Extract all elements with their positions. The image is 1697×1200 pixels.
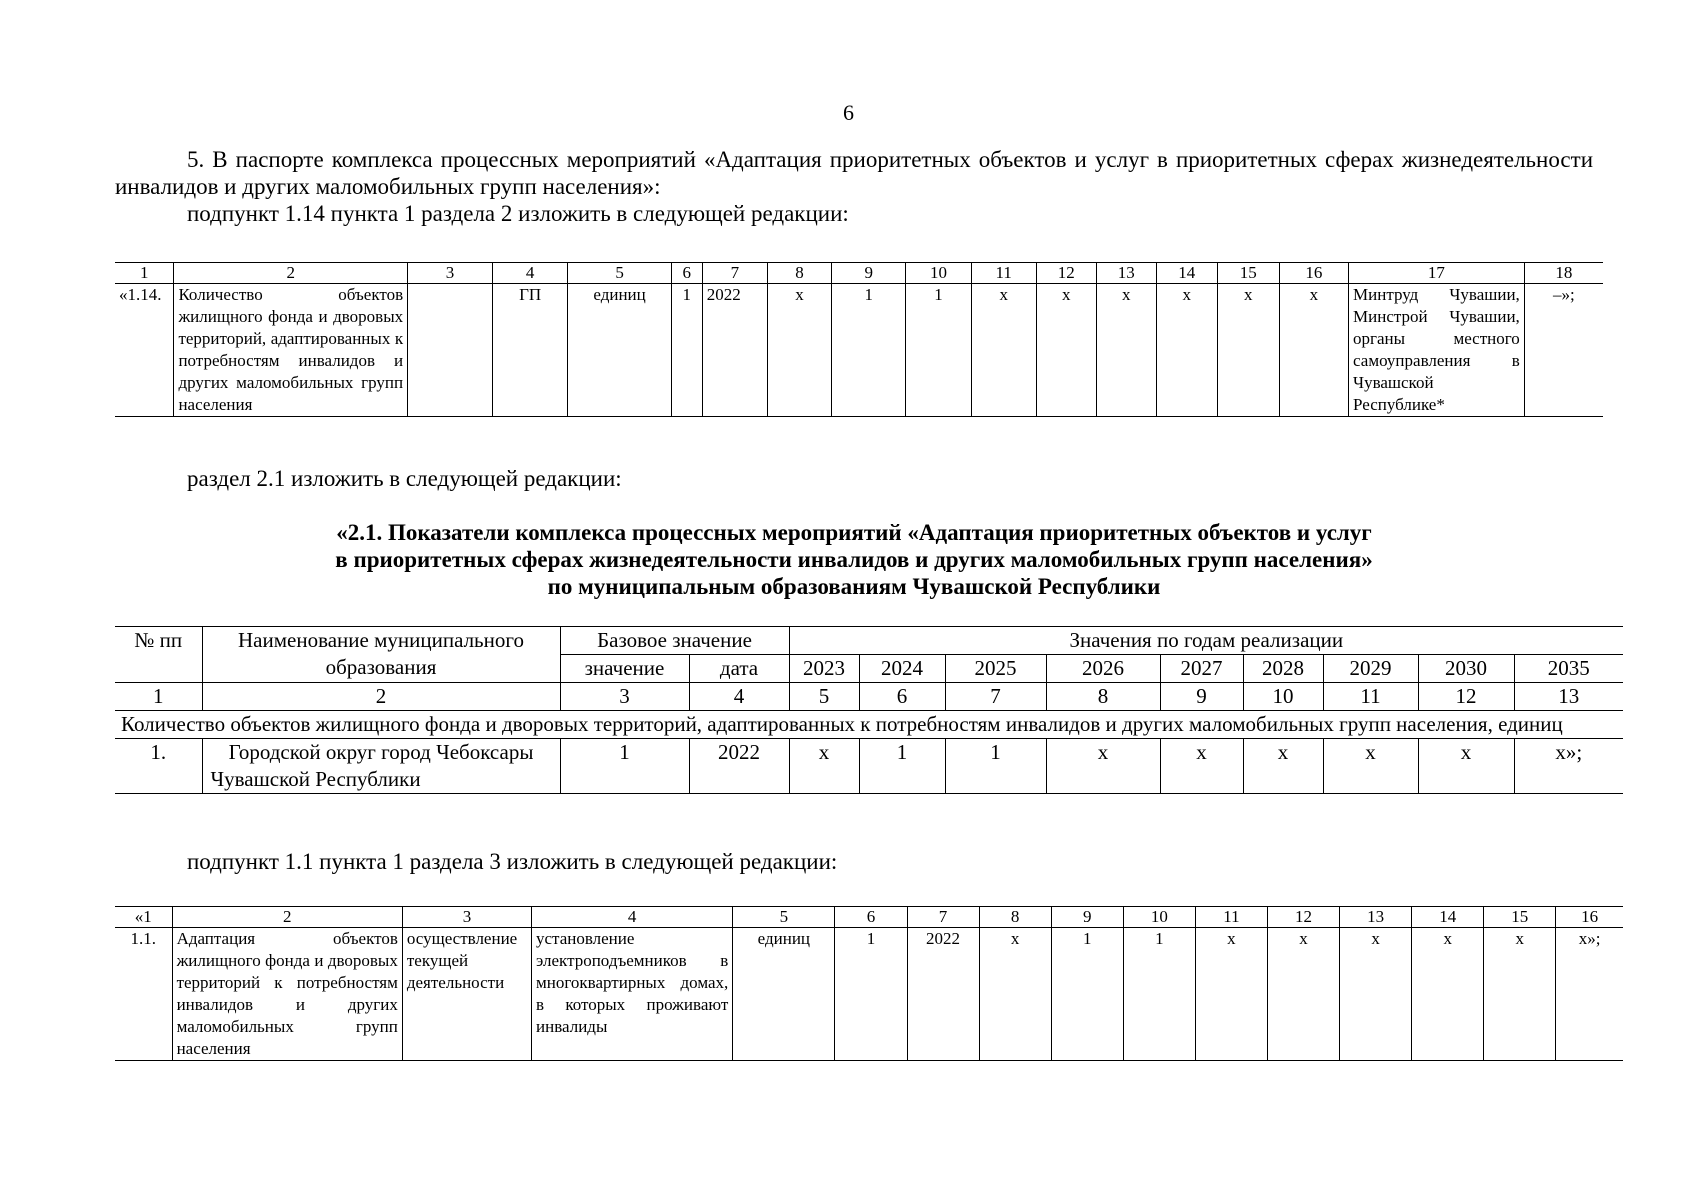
table-2-col-number: 2 (202, 683, 560, 711)
table-3-header: 6 (835, 907, 907, 928)
table-1-cell-number: «1.14. (115, 284, 174, 417)
table-3-cell: х (1340, 928, 1412, 1061)
table-1-header: 17 (1349, 263, 1525, 284)
table-2-cell: 1 (859, 739, 945, 794)
table-3-header: 8 (979, 907, 1051, 928)
table-1-cell: х (1036, 284, 1096, 417)
table-2-col-number: 5 (789, 683, 859, 711)
subpoint-1-1: подпункт 1.1 пункта 1 раздела 3 изложить в следующей редакции: (187, 849, 838, 874)
table-2-col-number: 8 (1046, 683, 1160, 711)
table-2-col-number: 12 (1418, 683, 1514, 711)
table-2-header-year: 2027 (1160, 655, 1243, 683)
section-2-1-heading-line-3: по муниципальным образованиям Чувашской Республики (547, 574, 1161, 599)
table-2-cell: х (1243, 739, 1323, 794)
table-1-header: 10 (906, 263, 971, 284)
table-2-cell: 2022 (689, 739, 789, 794)
table-2-cell: х (1160, 739, 1243, 794)
intro-paragraph: 5. В паспорте комплекса процессных мероприятий «Адаптация приоритетных объектов и услуг в приоритетных сферах жизнедеятельности инвалидов и других маломобильных групп населения»: (115, 147, 1593, 199)
table-2-header-number: № пп (115, 627, 202, 683)
table-1-cell-executor: Минтруд Чувашии, Минстрой Чувашии, органы местного самоуправления в Чувашской Республике* (1349, 284, 1525, 417)
table-1-header: 13 (1096, 263, 1156, 284)
table-2-header-year: 2030 (1418, 655, 1514, 683)
table-3-cell: х (979, 928, 1051, 1061)
table-3-header: «1 (115, 907, 172, 928)
table-3-cell-event: Адаптация объектов жилищного фонда и дворовых территорий к потребностям инвалидов и других маломобильных групп населения (172, 928, 402, 1061)
table-1-header: 3 (408, 263, 493, 284)
table-1-header: 4 (492, 263, 567, 284)
table-1-cell: 1 (906, 284, 971, 417)
table-3-header: 3 (402, 907, 531, 928)
table-2-header-value: значение (560, 655, 689, 683)
table-2-col-number: 13 (1514, 683, 1623, 711)
table-1-cell: ГП (492, 284, 567, 417)
table-3 (115, 906, 1623, 1061)
table-2-header-year: 2023 (789, 655, 859, 683)
table-1-cell: х (1279, 284, 1348, 417)
table-1-cell: единиц (568, 284, 671, 417)
table-1-cell: 2022 (702, 284, 767, 417)
table-3-cell: х (1484, 928, 1556, 1061)
table-2-cell: 1 (560, 739, 689, 794)
table-2-column-numbers (115, 683, 1623, 711)
table-3-cell: 1 (1123, 928, 1195, 1061)
table-2-header-year: 2024 (859, 655, 945, 683)
table-3-header: 16 (1556, 907, 1623, 928)
table-1-cell-indicator: Количество объектов жилищного фонда и дворовых территорий, адаптированных к потребностям инвалидов и других маломобильных групп населения (174, 284, 408, 417)
table-3-header: 9 (1051, 907, 1123, 928)
table-3-cell: х (1412, 928, 1484, 1061)
table-2 (115, 626, 1623, 794)
table-3-header: 15 (1484, 907, 1556, 928)
table-1-row (115, 284, 1603, 417)
table-2-header-date: дата (689, 655, 789, 683)
table-2-cell-municipality: Городской округ город Чебоксары Чувашской Республики (202, 739, 560, 794)
table-1-cell (408, 284, 493, 417)
table-3-cell: х (1195, 928, 1267, 1061)
table-3-header: 14 (1412, 907, 1484, 928)
table-3-header: 7 (907, 907, 979, 928)
table-2-col-number: 11 (1323, 683, 1418, 711)
table-3-cell: 1 (835, 928, 907, 1061)
table-3-header: 2 (172, 907, 402, 928)
table-1-header: 12 (1036, 263, 1096, 284)
table-1-cell: х (971, 284, 1036, 417)
table-2-cell-number: 1. (115, 739, 202, 794)
subpoint-1-14: подпункт 1.14 пункта 1 раздела 2 изложить в следующей редакции: (187, 201, 849, 226)
table-3-header-row (115, 907, 1623, 928)
table-2-group-row (115, 711, 1623, 739)
table-3-cell: х»; (1556, 928, 1623, 1061)
table-3-cell: 1 (1051, 928, 1123, 1061)
section-2-1-heading-line-1: «2.1. Показатели комплекса процессных мероприятий «Адаптация приоритетных объектов и услуг (336, 520, 1372, 545)
table-1-header: 15 (1217, 263, 1279, 284)
table-3-cell: единиц (733, 928, 835, 1061)
table-2-cell: 1 (945, 739, 1046, 794)
table-2-col-number: 6 (859, 683, 945, 711)
table-1-header: 5 (568, 263, 671, 284)
table-3-header: 10 (1123, 907, 1195, 928)
table-2-header-row-1 (115, 627, 1623, 655)
table-2-cell: х (1323, 739, 1418, 794)
table-2-group-title: Количество объектов жилищного фонда и дворовых территорий, адаптированных к потребностям инвалидов и других маломобильных групп населения, единиц (115, 711, 1623, 739)
table-1 (115, 262, 1603, 417)
table-3-cell: х (1267, 928, 1339, 1061)
table-2-cell: х»; (1514, 739, 1623, 794)
table-2-col-number: 1 (115, 683, 202, 711)
table-1-cell: х (1096, 284, 1156, 417)
table-2-row (115, 739, 1623, 794)
table-1-header: 14 (1156, 263, 1217, 284)
table-2-col-number: 10 (1243, 683, 1323, 711)
table-1-header: 16 (1279, 263, 1348, 284)
table-1-cell: –»; (1524, 284, 1603, 417)
table-2-col-number: 3 (560, 683, 689, 711)
table-2-col-number: 9 (1160, 683, 1243, 711)
table-3-header: 11 (1195, 907, 1267, 928)
table-2-header-name: Наименование муниципального образования (202, 627, 560, 683)
table-3-row (115, 928, 1623, 1061)
table-2-col-number: 7 (945, 683, 1046, 711)
table-1-header: 18 (1524, 263, 1603, 284)
table-1-cell: 1 (832, 284, 906, 417)
table-3-cell: 2022 (907, 928, 979, 1061)
table-3-header: 5 (733, 907, 835, 928)
table-3-header: 13 (1340, 907, 1412, 928)
table-1-header: 2 (174, 263, 408, 284)
table-2-header-base: Базовое значение (560, 627, 789, 655)
section-2-1-heading-line-2: в приоритетных сферах жизнедеятельности инвалидов и других маломобильных групп населения» (335, 547, 1373, 572)
table-2-header-year: 2026 (1046, 655, 1160, 683)
table-2-header-year: 2035 (1514, 655, 1623, 683)
table-1-cell: х (1156, 284, 1217, 417)
table-1-cell: 1 (671, 284, 702, 417)
table-1-header: 7 (702, 263, 767, 284)
table-2-cell: х (1418, 739, 1514, 794)
table-1-header: 1 (115, 263, 174, 284)
table-2-cell: х (789, 739, 859, 794)
section-2-1-intro: раздел 2.1 изложить в следующей редакции: (187, 466, 622, 491)
table-2-header-year: 2028 (1243, 655, 1323, 683)
table-1-header: 9 (832, 263, 906, 284)
table-1-header: 11 (971, 263, 1036, 284)
table-2-header-year: 2029 (1323, 655, 1418, 683)
table-1-cell: х (767, 284, 831, 417)
table-1-header: 6 (671, 263, 702, 284)
table-1-header-row (115, 263, 1603, 284)
table-3-header: 12 (1267, 907, 1339, 928)
table-1-cell: х (1217, 284, 1279, 417)
table-3-cell-type: осуществление текущей деятельности (402, 928, 531, 1061)
table-2-cell: х (1046, 739, 1160, 794)
table-1-header: 8 (767, 263, 831, 284)
table-2-header-years: Значения по годам реализации (789, 627, 1623, 655)
page-number: 6 (843, 100, 854, 125)
table-2-header-year: 2025 (945, 655, 1046, 683)
table-3-cell-characteristic: установление электроподъемников в многоквартирных домах, в которых проживают инвалиды (532, 928, 733, 1061)
table-3-header: 4 (532, 907, 733, 928)
table-3-cell-number: 1.1. (115, 928, 172, 1061)
table-2-col-number: 4 (689, 683, 789, 711)
